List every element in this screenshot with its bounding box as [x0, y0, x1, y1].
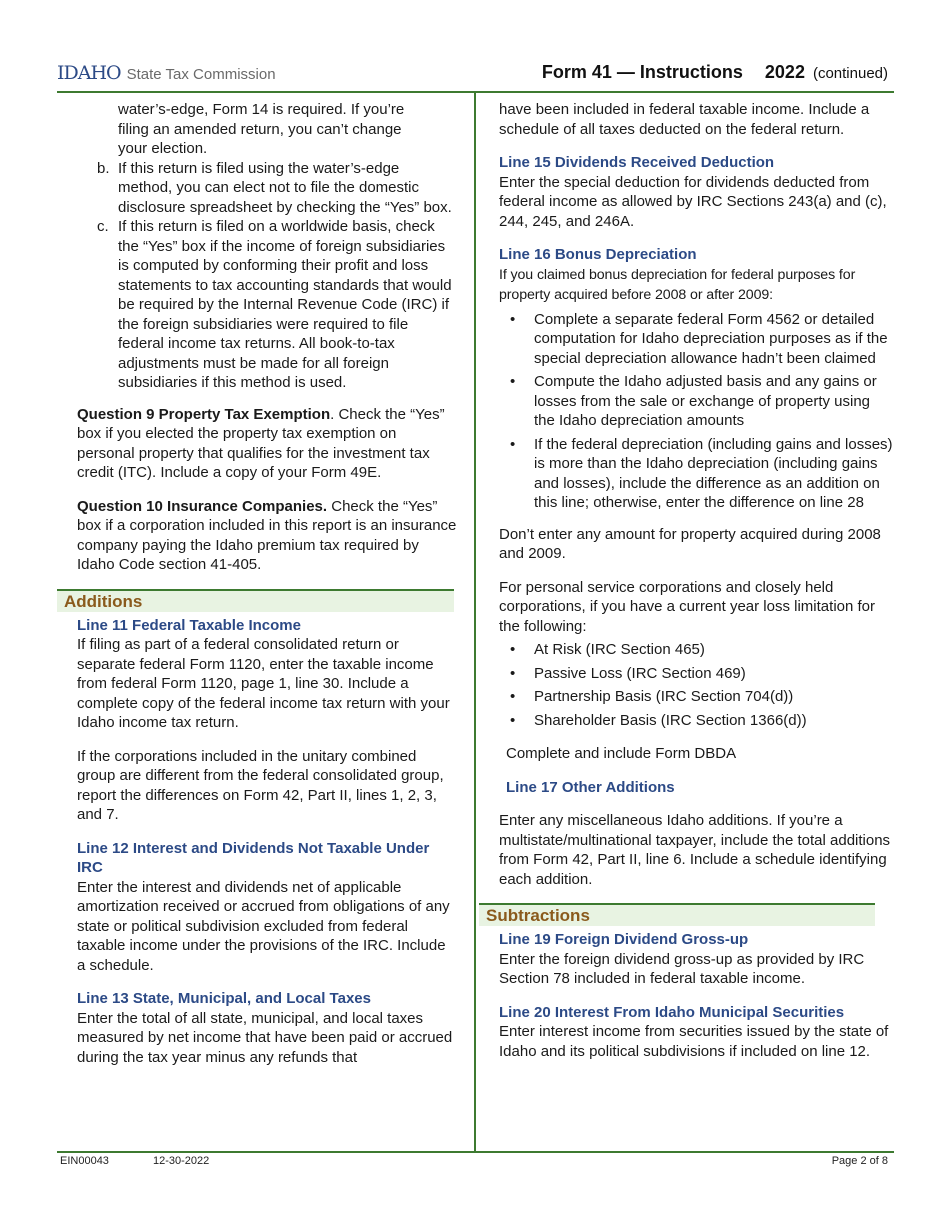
loss-limitation-list	[499, 640, 895, 730]
line11-section	[77, 616, 457, 733]
form-name: Form 41 — Instructions	[541, 62, 743, 82]
line15-text: Enter the special deduction for dividends deducted from federal income as allowed by IRC Sections 243(a) and (c), 244, 245, and 246A.	[499, 173, 887, 230]
idaho-logo	[57, 62, 276, 84]
line16-intro: If you claimed bonus depreciation for federal purposes for property acquired before 2008 or after 2009:	[499, 266, 856, 303]
line15-title: Line 15 Dividends Received Deduction	[499, 154, 775, 171]
line17-title: Line 17 Other Additions	[506, 778, 675, 796]
logo-agency-name: State Tax Commission	[126, 66, 276, 83]
question10-text: Check the “Yes” box if a corporation included in this report is an insurance company paying the Idaho premium tax required by Idaho Code section 41-405.	[77, 497, 457, 573]
line12-text: Enter the interest and dividends net of applicable amortization received or accrued from obligations of any state or political subdivision excluded from federal taxable income under the provisions of the IRC. Include a schedule.	[77, 878, 450, 974]
line16-bullet-list	[499, 310, 895, 513]
list-item-b	[77, 159, 457, 218]
footer-page-number: Page 2 of 8	[831, 1155, 888, 1167]
line11-paragraph2: If the corporations included in the unitary combined group are different from the federal consolidated group, report the differences on Form 42, Part II, lines 1, 2, 3, and 7.	[77, 747, 444, 823]
list-item	[77, 100, 457, 159]
line16-paragraph2: Don’t enter any amount for property acquired during 2008 and 2009.	[499, 525, 881, 562]
form-year: 2022	[764, 62, 805, 82]
form-title	[542, 62, 888, 83]
list-marker: b.	[97, 159, 110, 177]
line16-paragraph3: For personal service corporations and closely held corporations, if you have a current year loss limitation for the following:	[499, 578, 876, 635]
line20-section	[499, 1003, 895, 1062]
footer-rule	[57, 1151, 894, 1153]
footer-code: EIN00043	[60, 1155, 109, 1167]
line16-section	[499, 245, 895, 306]
logo-wordmark: IDAHO	[57, 62, 121, 84]
list-item: • If the federal depreciation (including gains and losses) is more than the Idaho depreciation (including gains and losses), include the difference as an addition on this line; otherwise, enter the difference on line 28	[499, 435, 895, 513]
question10-title: Question 10 Insurance Companies.	[77, 497, 328, 515]
text-line: filing an amended return, you can’t change	[118, 120, 402, 138]
line11-title: Line 11 Federal Taxable Income	[77, 616, 301, 634]
question9	[77, 405, 457, 483]
line13-title: Line 13 State, Municipal, and Local Taxes	[77, 990, 371, 1007]
line17-title-row	[499, 778, 895, 798]
line13-text: Enter the total of all state, municipal, and local taxes measured by net income that have been paid or accrued during the tax year minus any refunds that	[77, 1009, 453, 1066]
list-item: • Compute the Idaho adjusted basis and any gains or losses from the sale or exchange of property using the Idaho depreciation amounts	[499, 372, 895, 431]
line19-title: Line 19 Foreign Dividend Gross-up	[499, 931, 749, 948]
continued-label: (continued)	[812, 65, 888, 82]
list-item: • At Risk (IRC Section 465)	[499, 640, 895, 660]
line19-text: Enter the foreign dividend gross-up as provided by IRC Section 78 included in federal taxable income.	[499, 950, 865, 987]
list-item: • Passive Loss (IRC Section 469)	[499, 664, 895, 684]
footer-date: 12-30-2022	[153, 1155, 210, 1167]
question8-continued	[77, 100, 457, 393]
line20-title: Line 20 Interest From Idaho Municipal Securities	[499, 1003, 845, 1021]
subtractions-heading: Subtractions	[479, 903, 875, 926]
additions-heading: Additions	[57, 589, 454, 612]
line20-text: Enter interest income from securities issued by the state of Idaho and its political subdivisions if included on line 12.	[499, 1023, 889, 1060]
line16-title: Line 16 Bonus Depreciation	[499, 246, 697, 263]
text-line: water’s-edge, Form 14 is required. If you’re	[118, 101, 405, 118]
page-header	[0, 0, 950, 92]
line12-section	[77, 839, 457, 976]
question10	[77, 497, 457, 575]
line13-section	[77, 989, 457, 1067]
list-item: • Shareholder Basis (IRC Section 1366(d))	[499, 711, 895, 731]
line11-text: If filing as part of a federal consolidated return or separate federal Form 1120, enter the taxable income from federal Form 1120, page 1, line 30. Include a complete copy of the federal income tax return with your Idaho income tax return.	[77, 636, 450, 731]
line13-continued: have been included in federal taxable income. Include a schedule of all taxes deducted on the federal return.	[499, 101, 870, 138]
list-text: If this return is filed on a worldwide basis, check the “Yes” box if the income of foreign subsidiaries is computed by conforming their profit and loss statements to tax accounting standards that would be required by the Internal Revenue Code (IRC) if the foreign subsidiaries were required to file federal income tax returns. All book-to-tax adjustments must be made for all foreign subsidiaries if this method is used.	[118, 218, 452, 391]
question9-title: Question 9 Property Tax Exemption	[77, 405, 331, 423]
list-item: • Complete a separate federal Form 4562 or detailed computation for Idaho depreciation purposes as if the special depreciation allowance hadn’t been claimed	[499, 310, 895, 369]
column-divider	[474, 91, 476, 1152]
text-line: your election.	[118, 140, 208, 157]
list-text: If this return is filed using the water’s-edge method, you can elect not to file the domestic disclosure spreadsheet by checking the “Yes” box.	[118, 159, 452, 216]
line15-section	[499, 153, 895, 231]
list-marker: c.	[97, 218, 109, 235]
line12-title: Line 12 Interest and Dividends Not Taxable Under IRC	[77, 839, 430, 876]
dbda-note: Complete and include Form DBDA	[506, 745, 737, 762]
right-column	[486, 100, 895, 1075]
line19-section	[499, 930, 895, 989]
line17-text: Enter any miscellaneous Idaho additions. If you’re a multistate/multinational taxpayer, include the total additions from Form 42, Part II, line 6. Include a schedule identifying each addition.	[499, 812, 891, 888]
list-item: • Partnership Basis (IRC Section 704(d))	[499, 687, 895, 707]
left-column	[64, 100, 457, 1081]
question9-text: . Check the “Yes” box if you elected the property tax exemption on personal property that qualifies for the investment tax credit (ITC). Include a copy of your Form 49E.	[77, 405, 445, 481]
list-item-c	[77, 217, 457, 393]
